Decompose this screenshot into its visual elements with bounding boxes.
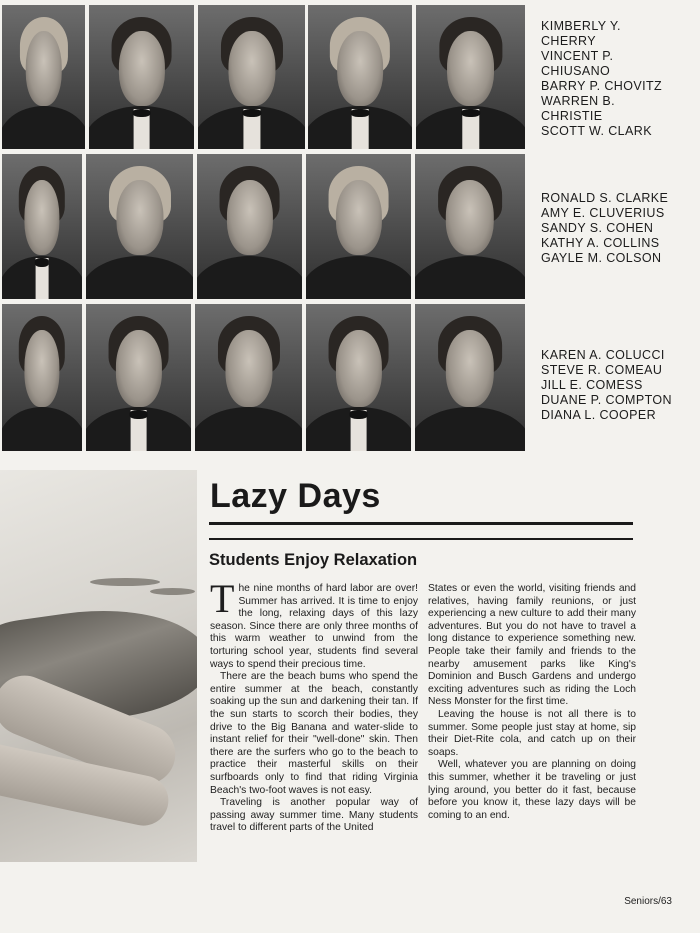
senior-names-row-1 [541,19,700,139]
senior-name: RONALD S. CLARKE [541,191,669,205]
senior-names-row-3 [541,348,700,423]
senior-portrait-grid [0,0,530,452]
article-paragraph: There are the beach bums who spend the entire summer at the beach, constantly soaking up the sun and darkening their tan. If the sun starts to scorch their bodies, they drive to the Big Banana and water-slide to instant relief for their "well-done" skin. Then there are the surfers who go to the beach to practice their masterful skills on their surfboards only to find that riding Virginia Beach's two-foot waves is not easy. [210,671,418,796]
senior-names-row-2 [541,191,700,266]
senior-name: WARREN B. [541,94,615,108]
senior-name: KAREN A. COLUCCI [541,348,665,362]
senior-portrait [86,154,193,299]
article-paragraph: The nine months of hard labor are over! Summer has arrived. It is time to enjoy the long, relaxing days of this lazy season. Since there are only three months of this warm weather to unwind from the torturing school year, students find several ways to spend their precious time. [210,576,418,670]
senior-name: SANDY S. COHEN [541,221,654,235]
drop-cap: T [210,576,235,621]
senior-portrait [2,304,82,451]
article-subtitle: Students Enjoy Relaxation [209,551,418,569]
title-rule [209,538,633,540]
senior-portrait [415,154,525,299]
senior-name: KIMBERLY Y. [541,19,621,33]
article-paragraph: States or even the world, visiting friends and relatives, having family reunions, or just experiencing a new culture to add their many adventures. But you do not have to travel a long distance to experience something new. People take their family and friends to the nearby amusement parks like King's Dominion and Busch Gardens and undergo exciting adventures such as riding the Loch Ness Monster for the first time. [428,583,636,708]
senior-name: BARRY P. CHOVITZ [541,79,663,93]
senior-name: SCOTT W. CLARK [541,124,652,138]
senior-name: GAYLE M. COLSON [541,251,662,265]
senior-portrait [415,304,525,451]
article-column-1 [210,576,418,835]
senior-name: CHIUSANO [541,64,611,78]
senior-portrait [195,304,302,451]
senior-portrait [89,5,194,149]
senior-name: DUANE P. COMPTON [541,393,672,407]
article-paragraph: Traveling is another popular way of passing away summer time. Many students travel to different parts of the United [210,797,418,834]
senior-portrait [86,304,191,451]
senior-name: KATHY A. COLLINS [541,236,660,250]
senior-name: CHERRY [541,34,596,48]
senior-name: JILL E. COMESS [541,378,643,392]
senior-portrait [416,5,525,149]
beach-photo [0,470,197,862]
senior-portrait [2,5,85,149]
article-paragraph: Well, whatever you are planning on doing this summer, whether it be traveling or just lying around, you better do it fast, because before you know it, these lazy days will be coming to an end. [428,759,636,821]
senior-portrait [306,154,411,299]
senior-name: STEVE R. COMEAU [541,363,663,377]
article-paragraph: Leaving the house is not all there is to summer. Some people just stay at home, sip their Diet-Rite cola, and catch up on their soaps. [428,708,636,758]
senior-name: DIANA L. COOPER [541,408,657,422]
senior-name: VINCENT P. [541,49,614,63]
senior-portrait [308,5,412,149]
senior-name: AMY E. CLUVERIUS [541,206,665,220]
title-rule [209,522,633,525]
article-title: Lazy Days [210,477,381,515]
article-column-2 [428,583,636,822]
senior-portrait [198,5,305,149]
senior-portrait [2,154,82,299]
senior-portrait [306,304,411,451]
senior-name: CHRISTIE [541,109,603,123]
page-folio: Seniors/63 [624,896,672,907]
senior-portrait [197,154,302,299]
